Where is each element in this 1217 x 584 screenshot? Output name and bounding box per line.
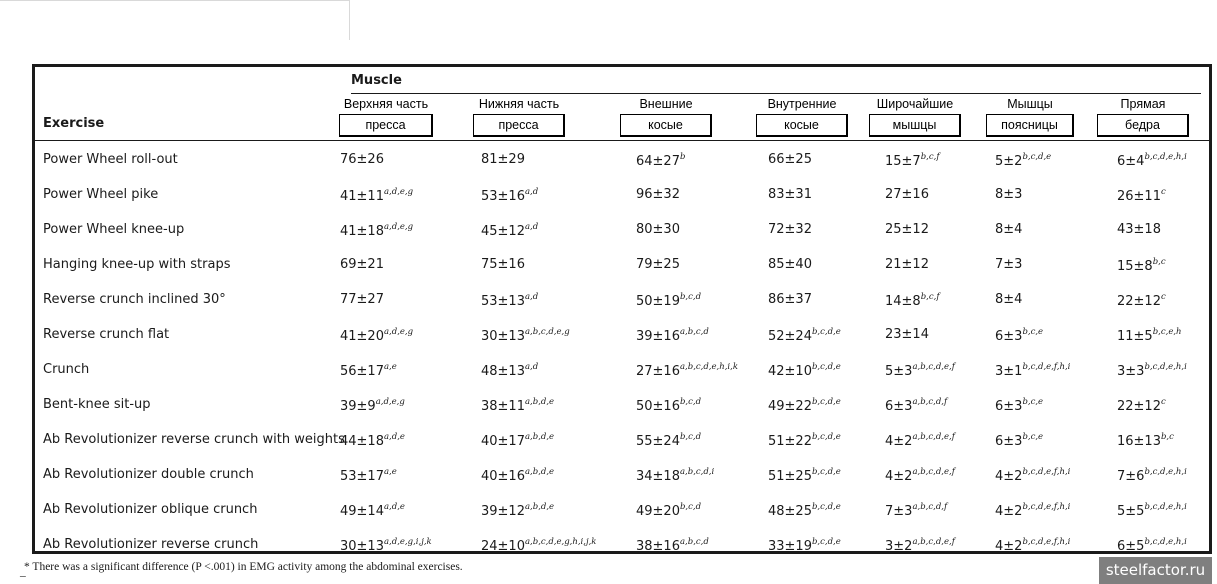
column-header: [620, 94, 712, 137]
emg-table: [32, 64, 1212, 554]
table-cell: [481, 222, 538, 239]
cell-value: 45±12: [481, 224, 525, 239]
table-cell: [995, 432, 1043, 449]
cell-value: 51±25: [768, 469, 812, 484]
cell-significance: a,b,d,e: [524, 502, 555, 512]
table-cell: [1117, 327, 1182, 344]
cell-value: 4±2: [885, 434, 913, 449]
column-header-line1: Широчайшие: [876, 97, 954, 111]
cell-significance: a,b,c,d,e,f: [912, 432, 955, 442]
footnote-text: * There was a significant difference (P <.001) in EMG activity among the abdominal exercises.: [24, 561, 463, 573]
cell-value: 26±11: [1117, 189, 1161, 204]
cell-value: 42±10: [768, 364, 812, 379]
cell-value: 86±37: [768, 292, 812, 307]
cell-significance: a,b,d,e: [524, 397, 555, 407]
table-row: [35, 529, 1209, 564]
exercise-name: Bent-knee sit-up: [43, 397, 151, 412]
table-row: [35, 424, 1209, 459]
cell-significance: b,c: [1152, 257, 1166, 267]
cell-value: 3±2: [885, 539, 913, 554]
cell-significance: a,b,c,d,f: [912, 502, 948, 512]
cell-value: 6±3: [995, 434, 1023, 449]
exercise-name: Ab Revolutionizer oblique crunch: [43, 502, 258, 517]
table-cell: [340, 187, 413, 204]
cell-significance: a,b,c,d,e,h,i,k: [679, 362, 738, 372]
table-cell: [636, 537, 709, 554]
cell-significance: b,c,d,e,f,h,i: [1022, 537, 1071, 547]
cell-value: 56±17: [340, 364, 384, 379]
table-cell: [481, 537, 596, 554]
cell-significance: a,d: [524, 222, 539, 232]
cell-value: 41±11: [340, 189, 384, 204]
cell-significance: a,b,d,e: [524, 467, 555, 477]
cell-value: 3±1: [995, 364, 1023, 379]
cell-value: 4±2: [995, 504, 1023, 519]
cell-value: 15±8: [1117, 259, 1153, 274]
table-cell: [636, 467, 714, 484]
table-cell: [885, 327, 929, 342]
cell-significance: a,d,e,g: [375, 397, 405, 407]
cell-value: 30±13: [481, 329, 525, 344]
table-cell: [636, 152, 685, 169]
cell-value: 50±19: [636, 294, 680, 309]
table-cell: [995, 362, 1070, 379]
cell-significance: a,b,c,d,e,f: [912, 467, 955, 477]
cell-value: 48±25: [768, 504, 812, 519]
table-row: [35, 144, 1209, 179]
cell-value: 21±12: [885, 257, 929, 272]
table-cell: [885, 152, 939, 169]
table-cell: [481, 327, 570, 344]
exercise-name: Ab Revolutionizer reverse crunch: [43, 537, 259, 552]
table-cell: [636, 222, 680, 237]
cell-significance: b,c,d,e: [811, 502, 841, 512]
table-cell: [481, 257, 525, 272]
cell-value: 27±16: [636, 364, 680, 379]
cell-significance: b,c,e: [1022, 397, 1044, 407]
exercise-name: Ab Revolutionizer reverse crunch with weights: [43, 432, 345, 447]
cell-significance: b,c,f: [920, 152, 940, 162]
cell-significance: b,c,d: [679, 397, 702, 407]
cell-value: 41±18: [340, 224, 384, 239]
cell-value: 6±3: [885, 399, 913, 414]
table-cell: [636, 362, 738, 379]
table-cell: [340, 257, 384, 272]
table-cell: [636, 502, 701, 519]
cell-value: 53±17: [340, 469, 384, 484]
table-cell: [768, 467, 841, 484]
cell-value: 11±5: [1117, 329, 1153, 344]
cell-value: 8±3: [995, 187, 1023, 202]
cell-value: 53±16: [481, 189, 525, 204]
cell-value: 4±2: [885, 469, 913, 484]
table-cell: [995, 222, 1022, 237]
cell-significance: b,c,d,e: [811, 537, 841, 547]
cell-significance: b,c,e: [1022, 327, 1044, 337]
cell-significance: b,c,d,e: [811, 327, 841, 337]
cell-value: 76±26: [340, 152, 384, 167]
cell-significance: b,c,d: [679, 502, 702, 512]
table-cell: [481, 467, 554, 484]
column-header-line1: Прямая: [1120, 97, 1166, 111]
cell-significance: b,c,d,e: [1022, 152, 1052, 162]
cell-significance: b,c,d,e,f,h,i: [1022, 467, 1071, 477]
cell-significance: a,b,d,e: [524, 432, 555, 442]
cell-value: 39±9: [340, 399, 376, 414]
column-header-line2: косые: [756, 114, 848, 137]
table-cell: [768, 432, 841, 449]
table-cell: [636, 327, 709, 344]
cell-value: 79±25: [636, 257, 680, 272]
cell-value: 16±13: [1117, 434, 1161, 449]
table-cell: [340, 397, 405, 414]
table-cell: [1117, 152, 1187, 169]
cell-significance: a,e: [383, 467, 397, 477]
cell-value: 41±20: [340, 329, 384, 344]
cell-value: 51±22: [768, 434, 812, 449]
cell-significance: a,d,e,g: [383, 187, 414, 197]
cell-value: 52±24: [768, 329, 812, 344]
cell-value: 5±3: [885, 364, 913, 379]
table-cell: [885, 397, 947, 414]
column-header: [1097, 94, 1189, 137]
table-cell: [885, 257, 929, 272]
cell-value: 44±18: [340, 434, 384, 449]
cell-value: 6±3: [995, 399, 1023, 414]
table-row: [35, 249, 1209, 284]
cell-significance: a,b,c,d: [679, 327, 709, 337]
cell-significance: a,b,c,d,i: [679, 467, 715, 477]
column-header-line1: Внешние: [639, 97, 693, 111]
table-cell: [481, 292, 538, 309]
cell-significance: b,c,d: [679, 292, 702, 302]
table-cell: [768, 222, 812, 237]
table-cell: [636, 397, 701, 414]
cell-value: 49±20: [636, 504, 680, 519]
cell-value: 14±8: [885, 294, 921, 309]
table-cell: [481, 432, 554, 449]
exercise-name: Crunch: [43, 362, 90, 377]
cell-significance: b,c,e,h: [1152, 327, 1182, 337]
cell-significance: a,d,e: [383, 432, 405, 442]
cell-value: 5±2: [995, 154, 1023, 169]
exercise-name: Power Wheel roll-out: [43, 152, 178, 167]
column-header-line2: пресса: [473, 114, 565, 137]
cell-significance: c: [1160, 187, 1166, 197]
page-frame-corner: [0, 0, 350, 40]
table-cell: [1117, 467, 1187, 484]
table-cell: [1117, 397, 1166, 414]
column-header: [869, 94, 961, 137]
cell-significance: a,d,e: [383, 502, 405, 512]
column-header-line2: поясницы: [986, 114, 1074, 137]
cell-significance: a,d,e,g,i,j,k: [383, 537, 432, 547]
cell-value: 53±13: [481, 294, 525, 309]
cell-value: 4±2: [995, 469, 1023, 484]
column-header-line2: мышцы: [869, 114, 961, 137]
cell-significance: b,c,d,e,f,h,i: [1022, 502, 1071, 512]
table-row: [35, 459, 1209, 494]
cell-value: 8±4: [995, 292, 1023, 307]
table-cell: [768, 327, 841, 344]
column-header-line1: Верхняя часть: [343, 97, 429, 111]
cell-significance: b,c,d,e,h,i: [1144, 537, 1187, 547]
cell-value: 4±2: [995, 539, 1023, 554]
cell-value: 83±31: [768, 187, 812, 202]
table-cell: [1117, 537, 1187, 554]
table-row: [35, 494, 1209, 529]
column-header-line1: Нижняя часть: [478, 97, 560, 111]
cell-significance: b,c,d: [679, 432, 702, 442]
table-cell: [340, 327, 413, 344]
cell-value: 7±6: [1117, 469, 1145, 484]
cell-significance: a,b,c,d,e,g: [524, 327, 570, 337]
cell-value: 8±4: [995, 222, 1023, 237]
table-cell: [1117, 432, 1174, 449]
cell-value: 72±32: [768, 222, 812, 237]
watermark: steelfactor.ru: [1099, 557, 1212, 584]
table-cell: [885, 362, 955, 379]
column-header-line1: Внутренние: [767, 97, 837, 111]
cell-value: 7±3: [995, 257, 1023, 272]
column-header: [986, 94, 1074, 137]
cell-value: 81±29: [481, 152, 525, 167]
table-cell: [885, 537, 955, 554]
cell-value: 50±16: [636, 399, 680, 414]
cell-value: 23±14: [885, 327, 929, 342]
table-cell: [1117, 292, 1166, 309]
table-row: [35, 214, 1209, 249]
cell-value: 96±32: [636, 187, 680, 202]
table-row: [35, 354, 1209, 389]
table-cell: [885, 292, 939, 309]
table-cell: [768, 257, 812, 272]
cell-value: 27±16: [885, 187, 929, 202]
cell-significance: c: [1160, 397, 1166, 407]
cell-value: 64±27: [636, 154, 680, 169]
cell-value: 39±12: [481, 504, 525, 519]
table-cell: [1117, 257, 1166, 274]
table-row: [35, 319, 1209, 354]
cell-value: 7±3: [885, 504, 913, 519]
cell-value: 40±16: [481, 469, 525, 484]
table-cell: [636, 257, 680, 272]
table-cell: [768, 292, 812, 307]
cell-significance: b,c,e: [1022, 432, 1044, 442]
column-header-line2: пресса: [339, 114, 433, 137]
table-row: [35, 284, 1209, 319]
cell-significance: a,e: [383, 362, 397, 372]
cell-significance: b,c,d,e,h,i: [1144, 152, 1187, 162]
table-cell: [340, 222, 413, 239]
cell-significance: b,c,d,e,h,i: [1144, 502, 1187, 512]
table-cell: [885, 187, 929, 202]
cell-significance: b,c,d,e,h,i: [1144, 467, 1187, 477]
exercise-name: Power Wheel pike: [43, 187, 159, 202]
table-cell: [1117, 222, 1161, 237]
table-cell: [768, 362, 841, 379]
table-cell: [995, 502, 1070, 519]
cell-significance: a,d,e,g: [383, 327, 414, 337]
cell-value: 49±14: [340, 504, 384, 519]
footnote-mark: _: [20, 566, 26, 578]
table-cell: [481, 187, 538, 204]
cell-value: 77±27: [340, 292, 384, 307]
table-cell: [768, 397, 841, 414]
cell-value: 25±12: [885, 222, 929, 237]
table-cell: [636, 187, 680, 202]
column-header-line2: бедра: [1097, 114, 1189, 137]
column-header: [473, 94, 565, 137]
table-cell: [340, 502, 405, 519]
cell-significance: a,b,c,d: [679, 537, 709, 547]
table-cell: [481, 362, 538, 379]
cell-significance: a,b,c,d,f: [912, 397, 948, 407]
cell-value: 39±16: [636, 329, 680, 344]
table-cell: [995, 327, 1043, 344]
cell-value: 24±10: [481, 539, 525, 554]
table-cell: [1117, 362, 1187, 379]
table-cell: [340, 292, 384, 307]
table-cell: [481, 502, 554, 519]
cell-value: 30±13: [340, 539, 384, 554]
cell-value: 80±30: [636, 222, 680, 237]
cell-significance: c: [1160, 292, 1166, 302]
table-cell: [768, 537, 841, 554]
table-cell: [995, 467, 1070, 484]
table-cell: [340, 362, 397, 379]
column-header-line1: Мышцы: [1007, 97, 1053, 111]
table-cell: [481, 397, 554, 414]
table-cell: [340, 432, 405, 449]
cell-value: 69±21: [340, 257, 384, 272]
table-cell: [885, 222, 929, 237]
cell-significance: a,d: [524, 187, 539, 197]
table-cell: [340, 152, 384, 167]
table-cell: [885, 432, 955, 449]
column-header: [339, 94, 433, 137]
table-cell: [995, 257, 1022, 272]
cell-significance: b,c,d,e: [811, 397, 841, 407]
cell-value: 6±3: [995, 329, 1023, 344]
cell-value: 40±17: [481, 434, 525, 449]
table-cell: [995, 537, 1070, 554]
cell-value: 22±12: [1117, 294, 1161, 309]
cell-significance: b,c,d,e: [811, 467, 841, 477]
cell-significance: b,c,d,e: [811, 362, 841, 372]
exercise-header: Exercise: [43, 116, 105, 131]
table-cell: [636, 292, 701, 309]
cell-significance: a,b,c,d,e,g,h,i,j,k: [524, 537, 597, 547]
cell-value: 66±25: [768, 152, 812, 167]
exercise-name: Ab Revolutionizer double crunch: [43, 467, 254, 482]
cell-value: 43±18: [1117, 222, 1161, 237]
table-cell: [995, 187, 1022, 202]
exercise-name: Reverse crunch flat: [43, 327, 170, 342]
cell-significance: a,b,c,d,e,f: [912, 362, 955, 372]
cell-value: 34±18: [636, 469, 680, 484]
table-row: [35, 389, 1209, 424]
table-cell: [768, 187, 812, 202]
cell-value: 48±13: [481, 364, 525, 379]
cell-significance: b,c,f: [920, 292, 940, 302]
table-cell: [885, 467, 955, 484]
cell-value: 55±24: [636, 434, 680, 449]
cell-value: 6±4: [1117, 154, 1145, 169]
cell-significance: a,d,e,g: [383, 222, 414, 232]
cell-value: 15±7: [885, 154, 921, 169]
table-cell: [885, 502, 947, 519]
cell-value: 85±40: [768, 257, 812, 272]
table-cell: [340, 467, 397, 484]
cell-significance: a,b,c,d,e,f: [912, 537, 955, 547]
table-cell: [1117, 187, 1166, 204]
column-header-line2: косые: [620, 114, 712, 137]
table-cell: [995, 397, 1043, 414]
table-cell: [636, 432, 701, 449]
cell-value: 6±5: [1117, 539, 1145, 554]
cell-value: 22±12: [1117, 399, 1161, 414]
table-cell: [995, 152, 1051, 169]
cell-value: 33±19: [768, 539, 812, 554]
cell-significance: b,c: [1160, 432, 1174, 442]
cell-value: 3±3: [1117, 364, 1145, 379]
exercise-name: Hanging knee-up with straps: [43, 257, 231, 272]
cell-value: 38±16: [636, 539, 680, 554]
table-cell: [1117, 502, 1187, 519]
cell-value: 49±22: [768, 399, 812, 414]
table-cell: [768, 152, 812, 167]
cell-value: 75±16: [481, 257, 525, 272]
table-cell: [481, 152, 525, 167]
table-cell: [340, 537, 432, 554]
table-cell: [995, 292, 1022, 307]
cell-significance: b: [679, 152, 686, 162]
muscle-header: Muscle: [351, 73, 402, 88]
column-header: [756, 94, 848, 137]
table-cell: [768, 502, 841, 519]
footnote: [20, 561, 463, 578]
cell-value: 38±11: [481, 399, 525, 414]
cell-significance: b,c,d,e: [811, 432, 841, 442]
exercise-name: Power Wheel knee-up: [43, 222, 185, 237]
cell-significance: a,d: [524, 362, 539, 372]
cell-value: 5±5: [1117, 504, 1145, 519]
table-row: [35, 179, 1209, 214]
header-rule: [35, 140, 1209, 141]
cell-significance: b,c,d,e,f,h,i: [1022, 362, 1071, 372]
cell-significance: a,d: [524, 292, 539, 302]
exercise-name: Reverse crunch inclined 30°: [43, 292, 226, 307]
cell-significance: b,c,d,e,h,i: [1144, 362, 1187, 372]
